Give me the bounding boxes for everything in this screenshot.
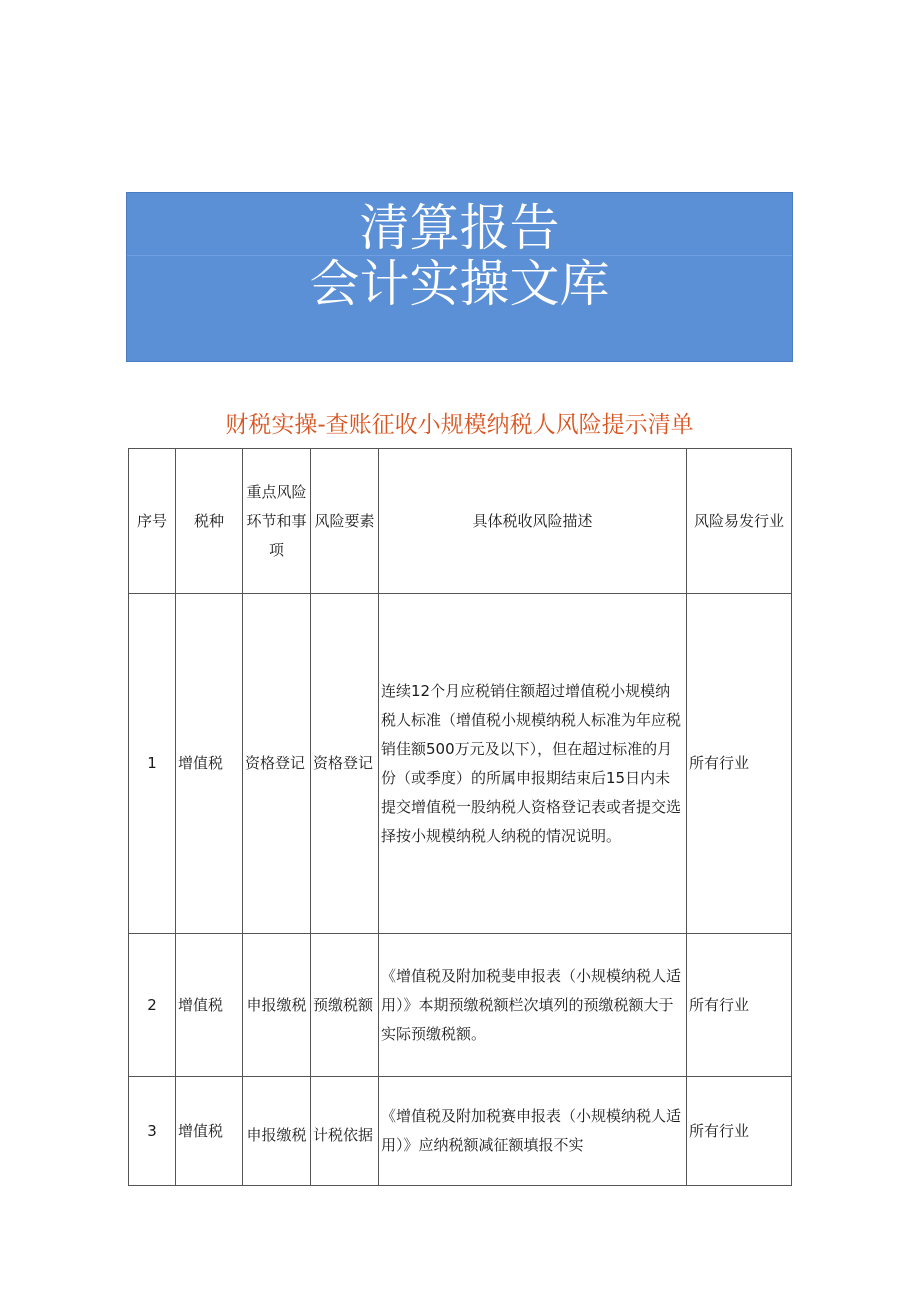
row-description: 连续12个月应税销住额超过增值税小规模纳税人标准（增值税小规模纳税人标准为年应税销佳额500万元及以下），但在超过标准的月份（或季度）的所属申报期结束后15日内未提交增值税一股纳税人资格登记表或者提交选择按小规模纳税人纳税的情况说明。 — [379, 594, 687, 934]
row-tax-type: 增值税 — [176, 594, 243, 934]
header-tax-type: 税种 — [176, 449, 243, 594]
cover-banner — [126, 192, 793, 362]
document-title: 财税实操-查账征收小规模纳税人风险提示清单 — [225, 412, 694, 438]
banner-subtitle: 会计实操文库 — [309, 255, 610, 313]
banner-title: 清算报告 — [359, 199, 560, 257]
header-industry: 风险易发行业 — [687, 449, 792, 594]
row-index: 2 — [129, 934, 176, 1077]
row-risk-element: 预缴税额 — [311, 934, 379, 1077]
row-description: 《增值税及附加税斐申报表（小规模纳税人适用）》本期预缴税额栏次填列的预缴税额大于实际预缴税额。 — [379, 934, 687, 1077]
row-risk-element: 资格登记 — [311, 594, 379, 934]
table-row — [129, 934, 792, 1077]
table-header-row — [129, 449, 792, 594]
row-key-risk: 申报缴税 — [243, 934, 311, 1077]
header-description: 具体税收风险描述 — [379, 449, 687, 594]
row-industry: 所有行业 — [687, 1077, 792, 1186]
row-index: 1 — [129, 594, 176, 934]
row-description: 《增值税及附加税赛申报表（小规模纳税人适用）》应纳税额减征额填报不实 — [379, 1077, 687, 1186]
header-key-risk: 重点风险环节和事项 — [243, 449, 311, 594]
header-risk-element: 风险要素 — [311, 449, 379, 594]
row-tax-type: 增值税 — [176, 934, 243, 1077]
row-tax-type: 增值税 — [176, 1077, 243, 1186]
row-risk-element: 计税依据 — [311, 1077, 379, 1186]
table-row — [129, 1077, 792, 1186]
header-index: 序号 — [129, 449, 176, 594]
row-industry: 所有行业 — [687, 594, 792, 934]
table-row — [129, 594, 792, 934]
risk-table — [128, 448, 792, 1186]
row-industry: 所有行业 — [687, 934, 792, 1077]
row-key-risk: 资格登记 — [243, 594, 311, 934]
row-index: 3 — [129, 1077, 176, 1186]
row-key-risk: 申报缴税 — [243, 1077, 311, 1186]
